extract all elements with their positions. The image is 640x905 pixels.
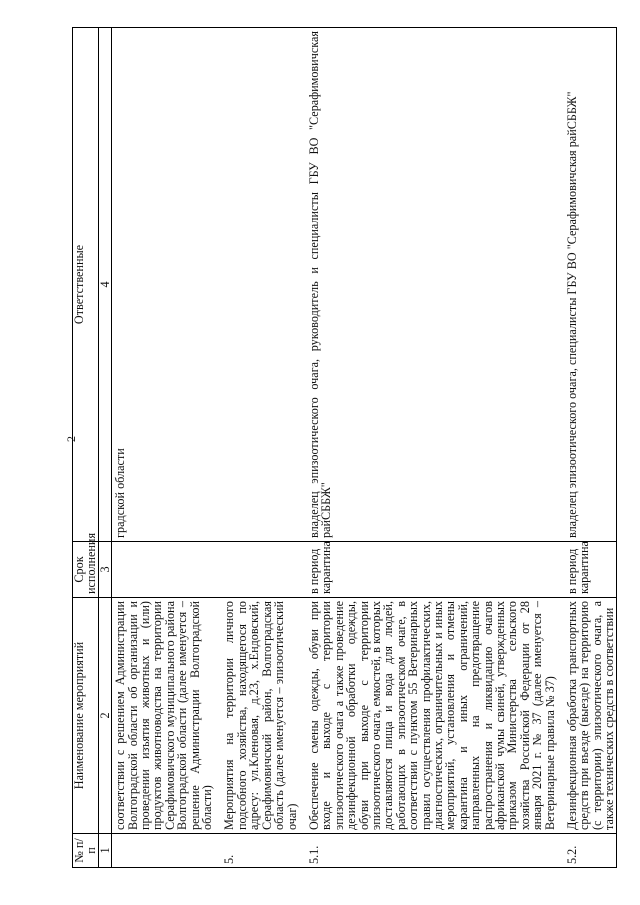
- header-name: Наименование мероприятий: [73, 598, 99, 834]
- table-row: [566, 28, 616, 868]
- row-number: 5.2.: [566, 834, 616, 868]
- row-responsible: градской области: [112, 28, 214, 542]
- events-table: [72, 27, 617, 868]
- column-number: 2: [98, 598, 111, 834]
- row-term: [223, 542, 297, 598]
- rotated-page: [72, 28, 617, 868]
- page-number: 2: [64, 436, 78, 442]
- row-name: Мероприятия на территории личного подсобного хозяйства, находящегося по адресу: ул.Кленовая, д.23, х.Ендовский, Серафимовичский район, Волгоградская область (далее именуется – эпизоотический очаг): [223, 598, 297, 834]
- row-responsible: [223, 28, 297, 542]
- row-responsible: владелец эпизоотического очага, руководитель и специалисты ГБУ ВО "Серафимовичская райСББЖ": [308, 28, 556, 542]
- column-number: 3: [98, 542, 111, 598]
- column-number: 1: [98, 834, 111, 868]
- header-num: № п/п: [73, 834, 99, 868]
- header-responsible: Ответственные: [73, 28, 99, 542]
- row-term: в период карантина: [308, 542, 556, 598]
- table-row: [308, 28, 556, 868]
- table-row: [223, 28, 297, 868]
- column-number-row: [98, 28, 111, 868]
- row-number: 5.1.: [308, 834, 556, 868]
- row-number: 5.: [223, 834, 297, 868]
- column-number: 4: [98, 28, 111, 542]
- row-responsible: владелец эпизоотического очага, специалисты ГБУ ВО "Серафимовичская райСББЖ": [566, 28, 616, 542]
- row-name: Дезинфекционная обработка транспортных средств при въезде (выезде) на территорию (с территории) эпизоотического очага, а также технических средств в соответствии: [566, 598, 616, 834]
- row-term: [112, 542, 214, 598]
- row-name: Обеспечение смены одежды, обуви при входе и выходе с территории эпизоотического очага а также проведение дезинфекционной обработки одежды, обуви при выходе с территории эпизоотического очага, емкостей, в которых доставляются пища и вода для людей, работающих в эпизоотическом очаге, в соответствии с пунктом 55 Ветеринарных правил осуществления профилактических, диагностических, ограничительных и иных мероприятий, установления и отмены карантина и иных ограничений, направленных на предотвращение распространения и ликвидацию очагов африканской чумы свиней, утвержденных приказом Министерства сельского хозяйства Российской Федерации от 28 января 2021 г. № 37 (далее именуется – Ветеринарные правила № 37): [308, 598, 556, 834]
- row-name: соответствии с решением Администрации Волгоградской области об организации и проведении изъятия животных и (или) продуктов животноводства на территории Серафимовичского муниципального района Волгоградской области (далее именуется – решение Администрации Волгоградской области): [112, 598, 214, 834]
- table-row: [112, 28, 214, 868]
- table-header-row: [73, 28, 99, 868]
- row-number: [112, 834, 214, 868]
- row-term: в период карантина: [566, 542, 616, 598]
- header-term: Срок исполнения: [73, 542, 99, 598]
